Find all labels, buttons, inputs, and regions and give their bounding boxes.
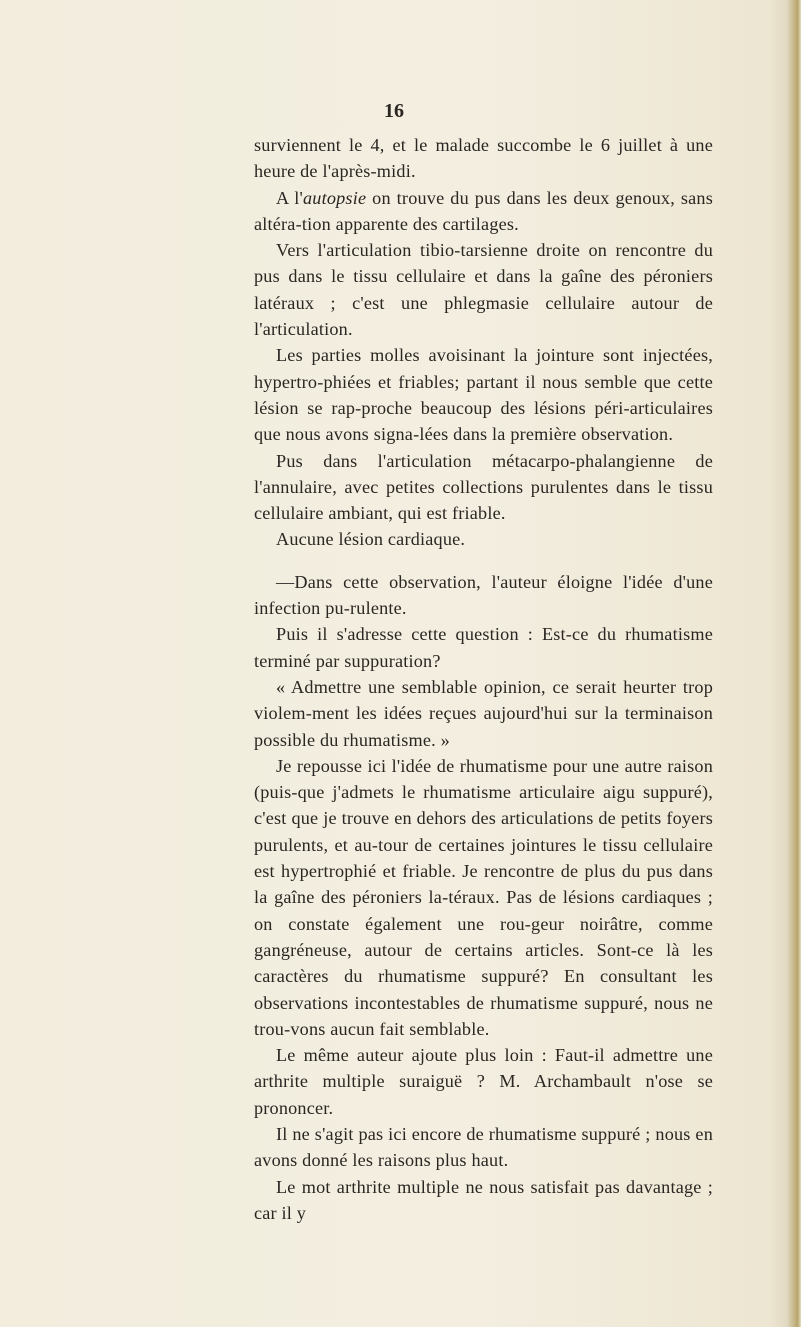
paragraph-8: Puis il s'adresse cette question : Est-ce du rhumatisme terminé par suppuration? xyxy=(254,624,713,671)
paragraph-6: Aucune lésion cardiaque. xyxy=(276,529,466,550)
paragraph-1: surviennent le 4, et le malade succombe le 6 juillet à une heure de l'après-midi. xyxy=(254,135,713,182)
paragraph-13: Le mot arthrite multiple ne nous satisfait pas davantage ; car il y xyxy=(254,1176,713,1223)
paragraph-11: Le même auteur ajoute plus loin : Faut-il admettre une arthrite multiple suraiguë ? M. Archambault n'ose se prononcer. xyxy=(254,1045,713,1118)
page-number: 16 xyxy=(384,100,404,122)
body-text xyxy=(254,132,713,1226)
paragraph-2-prefix: A l' xyxy=(276,187,303,208)
paragraph-9: « Admettre une semblable opinion, ce serait heurter trop violem-ment les idées reçues aujourd'hui sur la terminaison possible du rhumatisme. » xyxy=(254,676,713,750)
paragraph-12: Il ne s'agit pas ici encore de rhumatisme suppuré ; nous en avons donné les raisons plus haut. xyxy=(254,1123,713,1171)
paragraph-4: Les parties molles avoisinant la jointure sont injectées, hypertro-phiées et friables; partant il nous semble que cette lésion se rap-proche beaucoup des lésions péri-articulaires que nous avons signa-lées dans la première observation. xyxy=(254,345,713,445)
paragraph-2-text: on trouve du pus dans les deux genoux, sans altéra-tion apparente des cartilages. xyxy=(254,187,713,234)
paragraph-3: Vers l'articulation tibio-tarsienne droite on rencontre du pus dans le tissu cellulaire et dans la gaîne des péroniers latéraux ; c'est une phlegmasie cellulaire autour de l'articulation. xyxy=(254,240,713,340)
paragraph-2-italic: autopsie xyxy=(303,187,367,208)
paragraph-7: —Dans cette observation, l'auteur éloigne l'idée d'une infection pu-rulente. xyxy=(254,571,713,619)
paragraph-10: Je repousse ici l'idée de rhumatisme pour une autre raison (puis-que j'admets le rhumatisme articulaire aigu suppuré), c'est que je trouve en dehors des articulations de petits foyers purulents, et au-tour de certaines jointures le tissu cellulaire est hypertrophié et friable. Je rencontre de plus du pus dans la gaîne des péroniers la-téraux. Pas de lésions cardiaques ; on constate également une rou-geur noirâtre, comme gangréneuse, autour de certains articles. Sont-ce là les caractères du rhumatisme suppuré? En consultant les observations incontestables de rhumatisme suppuré, nous ne trou-vons aucun fait semblable. xyxy=(254,755,713,1039)
paragraph-5: Pus dans l'articulation métacarpo-phalangienne de l'annulaire, avec petites collections purulentes dans le tissu cellulaire ambiant, qui est friable. xyxy=(254,450,713,524)
page-edge-shadow xyxy=(787,0,801,1327)
paragraph-2 xyxy=(254,185,713,238)
